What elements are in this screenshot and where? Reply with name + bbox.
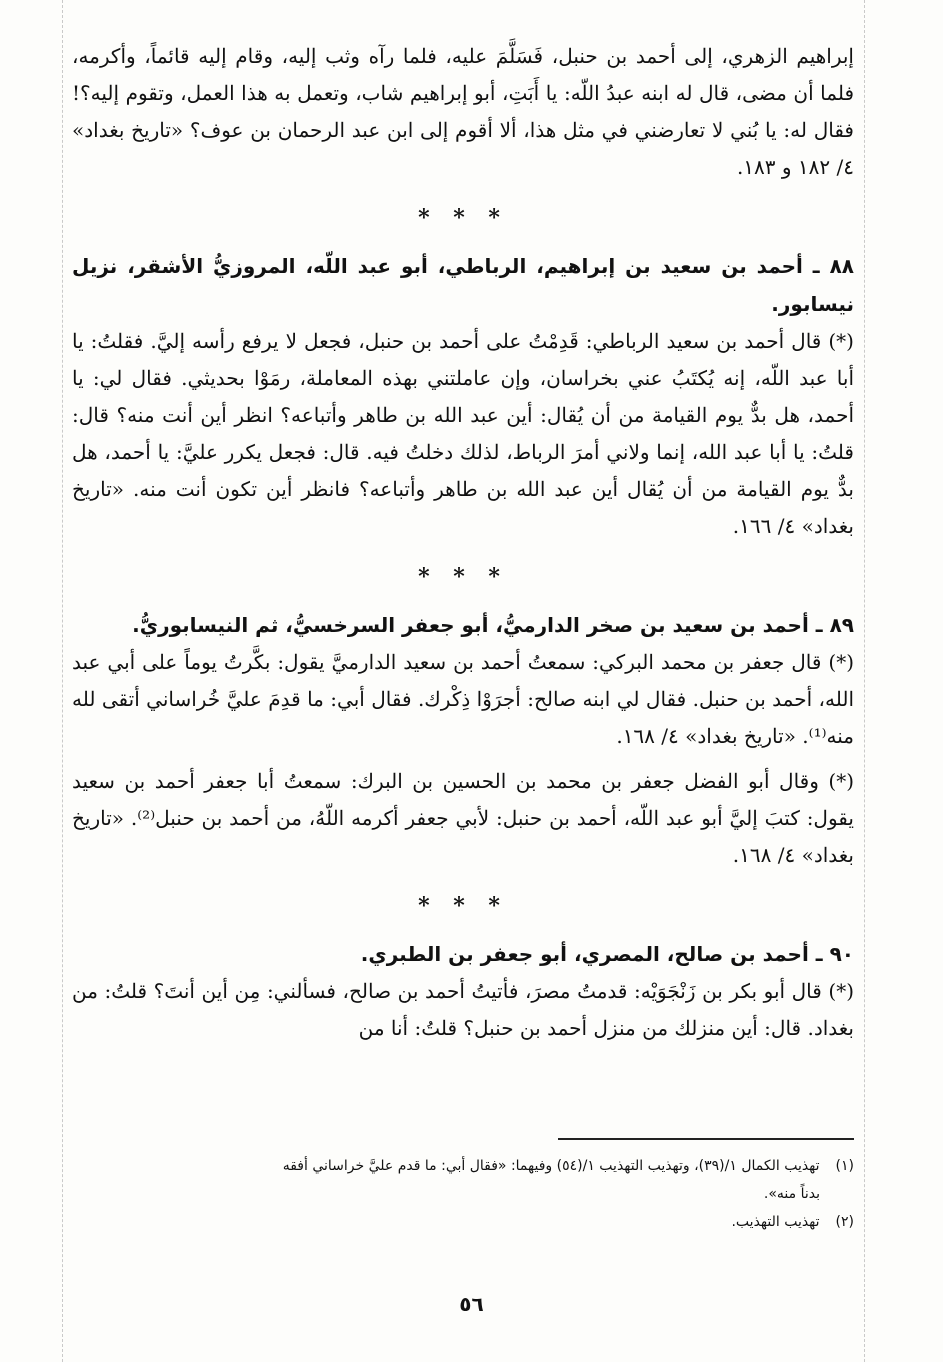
footnote-1-continuation: بدناً منه».	[763, 1186, 820, 1202]
entry-90-paragraph: (*) قال أبو بكر بن زَنْجَوَيْه: قدمتُ مصرَ، فأتيتُ أحمد بن صالح، فسألني: مِن أين أنتَ؟ قلتُ: من بغداد. قال: أين منزلك من منزل أحمد بن حنبل؟ قلتُ: أنا من	[72, 979, 854, 1040]
footnote-1	[72, 1152, 854, 1180]
footnote-divider	[558, 1138, 854, 1140]
entry-88-paragraph: (*) قال أحمد بن سعيد الرباطي: قَدِمْتُ على أحمد بن حنبل، فجعل لا يرفع رأسه إليَّ. فقلتُ: يا أبا عبد اللّه، إنه يُكتَبُ عني بخراسان، وإن عاملتني بهذه المعاملة، رمَوْا بحديثي. فقال لي: يا أحمد، هل بدٌّ يوم القيامة من أن يُقال: أين عبد الله بن طاهر وأتباعه؟ انظر أين أنت منه؟ قال: قلتُ: يا أبا عبد الله، إنما ولاني أمرَ الرباط، لذلك دخلتُ فيه. قال: فجعل يكرر عليَّ: يا أحمد، هل بدٌّ يوم القيامة من أن يُقال أين عبد الله بن طاهر وأتباعه؟ فانظر أين تكون أنت منه. «تاريخ بغداد» ٤/ ١٦٦.	[72, 329, 854, 538]
footnote-2-text: تهذيب التهذيب.	[731, 1214, 820, 1230]
footnote-2	[72, 1208, 854, 1236]
section-separator: * * *	[418, 564, 508, 590]
footnote-1-number: (١)	[835, 1158, 854, 1174]
entry-89-heading: ٨٩ ـ أحمد بن سعيد بن صخر الدارميُّ، أبو جعفر السرخسيُّ، ثم النيسابوريُّ.	[132, 613, 854, 637]
margin-guide-left	[62, 0, 63, 1362]
section-separator: * * *	[418, 893, 508, 919]
main-text-column	[72, 38, 854, 1055]
entry-89	[72, 606, 854, 874]
entry-88-heading: ٨٨ ـ أحمد بن سعيد بن إبراهيم، الرباطي، أبو عبد اللّه، المروزيُّ الأشقر، نزيل نيسابور.	[72, 254, 854, 316]
section-separator: * * *	[418, 205, 508, 231]
intro-paragraph: إبراهيم الزهري، إلى أحمد بن حنبل، فَسَلَّمَ عليه، فلما رآه وثب إليه، وقام إليه قائماً، وأكرمه، فلما أن مضى، قال له ابنه عبدُ اللّه: يا أَبَتِ، أبو إبراهيم شاب، وتعمل به هذا العمل، وتقوم إليه؟! فقال له: يا بُني لا تعارضني في مثل هذا، ألا أقوم إلى ابن عبد الرحمان بن عوف؟ «تاريخ بغداد» ٤/ ١٨٢ و ١٨٣.	[72, 44, 854, 179]
entry-88	[72, 247, 854, 545]
footnotes	[72, 1152, 854, 1236]
footnote-1-text: تهذيب الكمال ١/(٣٩)، وتهذيب التهذيب ١/(٥٤) وفيهما: «فقال أبي: ما قدم عليَّ خراساني أفقه	[282, 1158, 820, 1174]
entry-90-heading: ٩٠ ـ أحمد بن صالح، المصري، أبو جعفر بن الطبري.	[360, 942, 854, 966]
entry-89-paragraph-2: (*) وقال أبو الفضل جعفر بن محمد بن الحسين بن البرك: سمعتُ أبا جعفر أحمد بن سعيد يقول: كتبَ إليَّ أبو عبد اللّه، أحمد بن حنبل: لأبي جعفر أكرمه اللّهُ، من أحمد بن حنبل⁽²⁾. «تاريخ بغداد» ٤/ ١٦٨.	[72, 769, 854, 867]
margin-guide-right	[864, 0, 865, 1362]
footnote-2-number: (٢)	[835, 1214, 854, 1230]
page-number: ٥٦	[459, 1292, 484, 1316]
entry-89-paragraph-1: (*) قال جعفر بن محمد البركي: سمعتُ أحمد بن سعيد الدارميَّ يقول: بكَّرتُ يوماً على أبي عبد الله، أحمد بن حنبل. فقال لي ابنه صالح: أجرَوْا ذِكْرك. فقال أبي: ما قدِمَ عليَّ خُراساني أتقى لله منه⁽¹⁾. «تاريخ بغداد» ٤/ ١٦٨.	[72, 650, 854, 748]
entry-90	[72, 935, 854, 1047]
